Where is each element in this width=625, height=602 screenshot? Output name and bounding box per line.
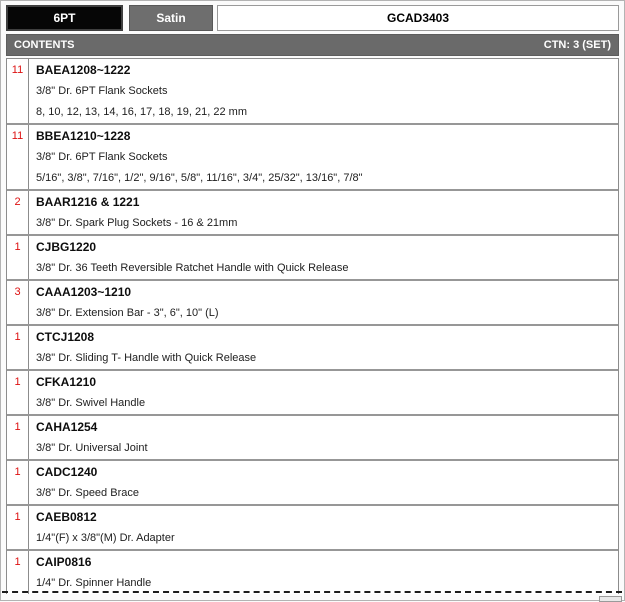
item-cell[interactable]	[29, 506, 618, 549]
table-row	[7, 371, 618, 416]
part-number: CAIP0816	[36, 555, 92, 569]
item-cell[interactable]	[29, 551, 618, 594]
page-break-margin	[2, 594, 623, 600]
qty-value: 1	[14, 421, 21, 433]
item-description: 3/8" Dr. Spark Plug Sockets - 16 & 21mm	[36, 217, 238, 229]
model-cell[interactable]	[217, 5, 619, 31]
contents-table	[6, 58, 619, 596]
item-description: 8, 10, 12, 13, 14, 16, 17, 18, 19, 21, 22 mm	[36, 106, 247, 118]
item-description: 3/8" Dr. 6PT Flank Sockets	[36, 85, 168, 97]
sheet-page	[1, 1, 624, 600]
qty-value: 1	[14, 241, 21, 253]
header-row	[6, 5, 619, 31]
item-description: 1/4" Dr. Spinner Handle	[36, 577, 152, 589]
table-row	[7, 461, 618, 506]
table-row	[7, 551, 618, 596]
qty-value: 1	[14, 511, 21, 523]
item-description: 3/8" Dr. Swivel Handle	[36, 397, 146, 409]
qty-cell[interactable]	[7, 281, 29, 324]
item-description: 1/4"(F) x 3/8"(M) Dr. Adapter	[36, 532, 175, 544]
item-cell[interactable]	[29, 281, 618, 324]
part-number: CFKA1210	[36, 375, 97, 389]
qty-cell[interactable]	[7, 461, 29, 504]
qty-cell[interactable]	[7, 191, 29, 234]
page-break-line	[2, 591, 622, 593]
table-row	[7, 191, 618, 236]
part-number: BBEA1210~1228	[36, 129, 131, 143]
qty-value: 11	[11, 64, 24, 76]
part-number: BAEA1208~1222	[36, 63, 131, 77]
table-row	[7, 59, 618, 125]
item-cell[interactable]	[29, 461, 618, 504]
model-number: GCAD3403	[386, 11, 450, 25]
qty-value: 1	[14, 331, 21, 343]
qty-cell[interactable]	[7, 416, 29, 459]
qty-cell[interactable]	[7, 326, 29, 369]
table-row	[7, 281, 618, 326]
contents-title: CONTENTS	[14, 39, 75, 51]
scrollbar-corner[interactable]	[599, 596, 622, 602]
part-number: CJBG1220	[36, 240, 97, 254]
contents-bar	[6, 34, 619, 56]
qty-value: 2	[14, 196, 21, 208]
finish-cell[interactable]	[129, 5, 213, 31]
table-row	[7, 416, 618, 461]
part-number: CAAA1203~1210	[36, 285, 132, 299]
qty-value: 11	[11, 130, 24, 142]
qty-cell[interactable]	[7, 371, 29, 414]
qty-value: 1	[14, 556, 21, 568]
item-cell[interactable]	[29, 125, 618, 189]
item-cell[interactable]	[29, 236, 618, 279]
item-description: 3/8" Dr. 36 Teeth Reversible Ratchet Handle with Quick Release	[36, 262, 349, 274]
item-description: 3/8" Dr. 6PT Flank Sockets	[36, 151, 168, 163]
part-number: CTCJ1208	[36, 330, 95, 344]
item-description: 3/8" Dr. Sliding T- Handle with Quick Release	[36, 352, 257, 364]
item-description: 3/8" Dr. Universal Joint	[36, 442, 148, 454]
item-cell[interactable]	[29, 416, 618, 459]
item-description: 3/8" Dr. Extension Bar - 3", 6", 10" (L)	[36, 307, 219, 319]
part-number: CAHA1254	[36, 420, 98, 434]
qty-cell[interactable]	[7, 236, 29, 279]
qty-value: 1	[14, 376, 21, 388]
table-row	[7, 326, 618, 371]
part-number: BAAR1216 & 1221	[36, 195, 140, 209]
qty-value: 1	[14, 466, 21, 478]
carton-info: CTN: 3 (SET)	[543, 39, 611, 51]
qty-cell[interactable]	[7, 551, 29, 594]
type-label: 6PT	[53, 11, 76, 25]
table-row	[7, 125, 618, 191]
qty-cell[interactable]	[7, 506, 29, 549]
item-description: 3/8" Dr. Speed Brace	[36, 487, 139, 499]
part-number: CADC1240	[36, 465, 98, 479]
qty-cell[interactable]	[7, 59, 29, 123]
table-row	[7, 236, 618, 281]
finish-label: Satin	[156, 11, 186, 25]
item-cell[interactable]	[29, 191, 618, 234]
item-description: 5/16", 3/8", 7/16", 1/2", 9/16", 5/8", 11/16", 3/4", 25/32", 13/16", 7/8"	[36, 172, 363, 184]
part-number: CAEB0812	[36, 510, 97, 524]
item-cell[interactable]	[29, 371, 618, 414]
qty-value: 3	[14, 286, 21, 298]
type-cell[interactable]	[6, 5, 123, 31]
qty-cell[interactable]	[7, 125, 29, 189]
table-row	[7, 506, 618, 551]
item-cell[interactable]	[29, 59, 618, 123]
item-cell[interactable]	[29, 326, 618, 369]
